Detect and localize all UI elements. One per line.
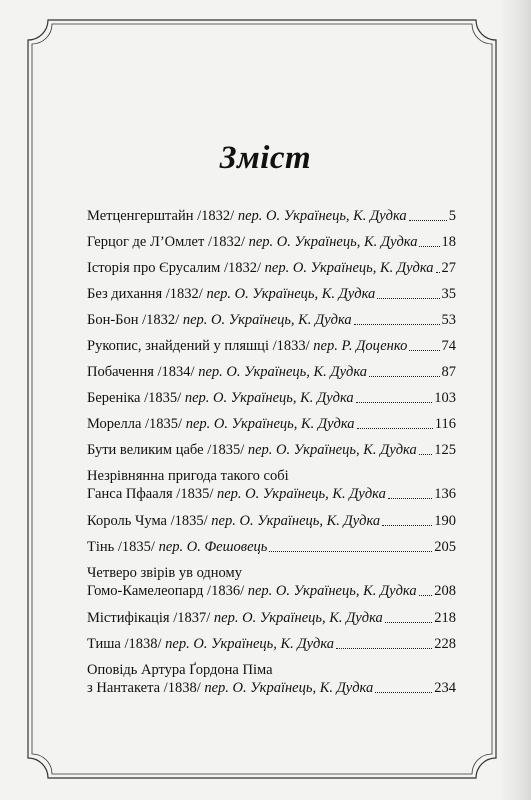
toc-entry-translator: пер. О. Українець, К. Дудка xyxy=(247,442,417,458)
toc-entry-translator: пер. О. Українець, К. Дудка xyxy=(184,390,354,406)
toc-entry-page-number: 103 xyxy=(434,390,456,406)
toc-dot-leader xyxy=(369,376,439,377)
toc-entry[interactable] xyxy=(87,661,456,697)
toc-entry-title: Бути великим цабе xyxy=(87,442,204,458)
toc-entry-page-number: 74 xyxy=(441,338,456,354)
toc-entry[interactable] xyxy=(87,337,456,355)
toc-entry-year: /1835/ xyxy=(145,416,183,432)
toc-entry-text xyxy=(87,512,380,530)
toc-entry-year: /1835/ xyxy=(144,390,182,406)
toc-dot-leader xyxy=(377,298,439,299)
toc-entry-title: Король Чума xyxy=(87,513,167,529)
toc-entry-line xyxy=(87,415,456,433)
toc-entry[interactable] xyxy=(87,233,456,251)
toc-entry-year: /1835/ xyxy=(117,539,155,555)
toc-entry-page-number: 53 xyxy=(441,312,456,328)
toc-entry-line xyxy=(87,512,456,530)
toc-entry-year: /1832/ xyxy=(207,234,245,250)
toc-entry-year: /1832/ xyxy=(165,286,203,302)
toc-entry-line xyxy=(87,389,456,407)
toc-entry-text xyxy=(87,285,375,303)
toc-entry-year: /1835/ xyxy=(176,486,214,502)
toc-entry-line xyxy=(87,233,456,251)
toc-entry-text xyxy=(87,311,352,329)
toc-entry-title: Тиша xyxy=(87,636,121,652)
toc-entry-line xyxy=(87,679,456,697)
page-title: Зміст xyxy=(219,140,312,176)
toc-entry-translator: пер. О. Українець, К. Дудка xyxy=(165,636,335,652)
toc-dot-leader xyxy=(388,498,432,499)
toc-entry-title: Історія про Єрусалим xyxy=(87,260,221,276)
toc-entry-year: /1832/ xyxy=(142,312,180,328)
toc-entry-year: /1832/ xyxy=(197,208,235,224)
toc-entry-translator: пер. Р. Доценко xyxy=(313,338,408,354)
toc-entry-year: /1838/ xyxy=(163,680,201,696)
toc-entry-year: /1833/ xyxy=(272,338,310,354)
toc-entry-title: Рукопис, знайдений у пляшці xyxy=(87,338,269,354)
toc-dot-leader xyxy=(269,551,432,552)
toc-entry-title: Морелла xyxy=(87,416,142,432)
toc-entry-title: Метценгерштайн xyxy=(87,208,194,224)
toc-entry-line xyxy=(87,207,456,225)
toc-entry-translator: пер. О. Українець, К. Дудка xyxy=(206,286,376,302)
toc-entry-translator: пер. О. Українець, К. Дудка xyxy=(204,680,374,696)
toc-entry-year: /1835/ xyxy=(207,442,245,458)
toc-entry-year: /1834/ xyxy=(157,364,195,380)
toc-dot-leader xyxy=(382,525,432,526)
toc-entry-title-line1: Четверо звірів ув одному xyxy=(87,565,242,581)
toc-entry-line xyxy=(87,311,456,329)
toc-entry-line xyxy=(87,635,456,653)
toc-entry-page-number: 190 xyxy=(434,513,456,529)
toc-dot-leader xyxy=(356,402,433,403)
toc-entry-page-number: 27 xyxy=(441,260,456,276)
toc-entry-page-number: 136 xyxy=(434,486,456,502)
toc-dot-leader xyxy=(419,454,433,455)
toc-entry-title: Містифікація xyxy=(87,610,170,626)
toc-entry[interactable] xyxy=(87,538,456,556)
toc-entry-page-number: 116 xyxy=(434,416,456,432)
toc-entry-text xyxy=(87,233,417,251)
page-edge-shadow xyxy=(500,0,531,800)
toc-entry-text xyxy=(87,635,334,653)
toc-entry[interactable] xyxy=(87,363,456,381)
toc-entry-line xyxy=(87,285,456,303)
toc-entry[interactable] xyxy=(87,609,456,627)
toc-entry-page-number: 218 xyxy=(434,610,456,626)
toc-entry-translator: пер. О. Українець, К. Дудка xyxy=(198,364,368,380)
toc-entry-page-number: 125 xyxy=(434,442,456,458)
toc-entry[interactable] xyxy=(87,285,456,303)
toc-entry-text xyxy=(87,609,383,627)
toc-entry-title: Без дихання xyxy=(87,286,163,302)
toc-dot-leader xyxy=(409,220,447,221)
toc-entry-translator: пер. О. Українець, К. Дудка xyxy=(237,208,407,224)
toc-entry-title: Ганса Пфааля xyxy=(87,486,173,502)
toc-dot-leader xyxy=(336,648,432,649)
toc-dot-leader xyxy=(436,272,440,273)
toc-entry-page-number: 87 xyxy=(441,364,456,380)
toc-entry-title-line1: Незрівнянна пригода такого собі xyxy=(87,468,289,484)
toc-entry[interactable] xyxy=(87,512,456,530)
toc-entry-line xyxy=(87,259,456,277)
toc-entry[interactable] xyxy=(87,441,456,459)
toc-entry-page-number: 35 xyxy=(441,286,456,302)
toc-entry-page-number: 234 xyxy=(434,680,456,696)
toc-entry-translator: пер. О. Фешовець xyxy=(158,539,268,555)
toc-entry-text xyxy=(87,582,417,600)
toc-entry-title: з Нантакета xyxy=(87,680,161,696)
toc-entry[interactable] xyxy=(87,467,456,503)
toc-entry-text xyxy=(87,485,386,503)
toc-entry-text xyxy=(87,679,373,697)
toc-dot-leader xyxy=(357,428,433,429)
toc-dot-leader xyxy=(354,324,440,325)
toc-entry[interactable] xyxy=(87,207,456,225)
toc-entry-line xyxy=(87,609,456,627)
toc-entry[interactable] xyxy=(87,259,456,277)
toc-entry-page-number: 5 xyxy=(448,208,456,224)
toc-entry-text xyxy=(87,259,434,277)
toc-entry-year: /1832/ xyxy=(223,260,262,276)
toc-entry-title: Герцог де Л’Омлет xyxy=(87,234,205,250)
toc-entry-translator: пер. О. Українець, К. Дудка xyxy=(213,610,383,626)
toc-entry[interactable] xyxy=(87,564,456,600)
toc-entry-line xyxy=(87,363,456,381)
toc-entry-title: Гомо-Камелеопард xyxy=(87,583,204,599)
toc-entry-line xyxy=(87,538,456,556)
table-of-contents xyxy=(87,207,456,706)
toc-entry-title: Побачення xyxy=(87,364,154,380)
toc-dot-leader xyxy=(375,692,432,693)
toc-entry[interactable] xyxy=(87,415,456,433)
toc-entry-text xyxy=(87,207,407,225)
toc-entry-text xyxy=(87,415,355,433)
toc-entry-translator: пер. О. Українець, К. Дудка xyxy=(185,416,355,432)
toc-entry[interactable] xyxy=(87,311,456,329)
toc-entry-text xyxy=(87,441,417,459)
toc-entry-text xyxy=(87,337,407,355)
toc-entry-text xyxy=(87,538,267,556)
toc-entry-page-number: 208 xyxy=(434,583,456,599)
toc-entry-line xyxy=(87,337,456,355)
toc-entry-year: /1837/ xyxy=(173,610,211,626)
toc-dot-leader xyxy=(409,350,439,351)
toc-entry-line xyxy=(87,485,456,503)
toc-entry-page-number: 18 xyxy=(441,234,456,250)
toc-entry-page-number: 205 xyxy=(434,539,456,555)
toc-entry-translator: пер. О. Українець, К. Дудка xyxy=(182,312,352,328)
toc-entry-text xyxy=(87,363,367,381)
toc-entry-year: /1838/ xyxy=(124,636,162,652)
toc-entry-translator: пер. О. Українець, К. Дудка xyxy=(211,513,381,529)
toc-entry-translator: пер. О. Українець, К. Дудка xyxy=(216,486,386,502)
toc-dot-leader xyxy=(419,595,433,596)
toc-entry-line xyxy=(87,582,456,600)
toc-entry-title-line1: Оповідь Артура Ґордона Піма xyxy=(87,662,273,678)
toc-dot-leader xyxy=(385,622,432,623)
toc-entry-translator: пер. О. Українець, К. Дудка xyxy=(248,234,418,250)
toc-entry[interactable] xyxy=(87,389,456,407)
toc-dot-leader xyxy=(419,246,439,247)
toc-entry-year: /1835/ xyxy=(170,513,208,529)
toc-entry-text xyxy=(87,389,354,407)
toc-entry-page-number: 228 xyxy=(434,636,456,652)
toc-entry-year: /1836/ xyxy=(207,583,245,599)
toc-entry-translator: пер. О. Українець, К. Дудка xyxy=(264,260,434,276)
toc-entry-line xyxy=(87,441,456,459)
toc-entry-title: Бон-Бон xyxy=(87,312,139,328)
toc-entry[interactable] xyxy=(87,635,456,653)
toc-entry-translator: пер. О. Українець, К. Дудка xyxy=(247,583,417,599)
toc-entry-title: Тінь xyxy=(87,539,115,555)
toc-entry-title: Береніка xyxy=(87,390,141,406)
